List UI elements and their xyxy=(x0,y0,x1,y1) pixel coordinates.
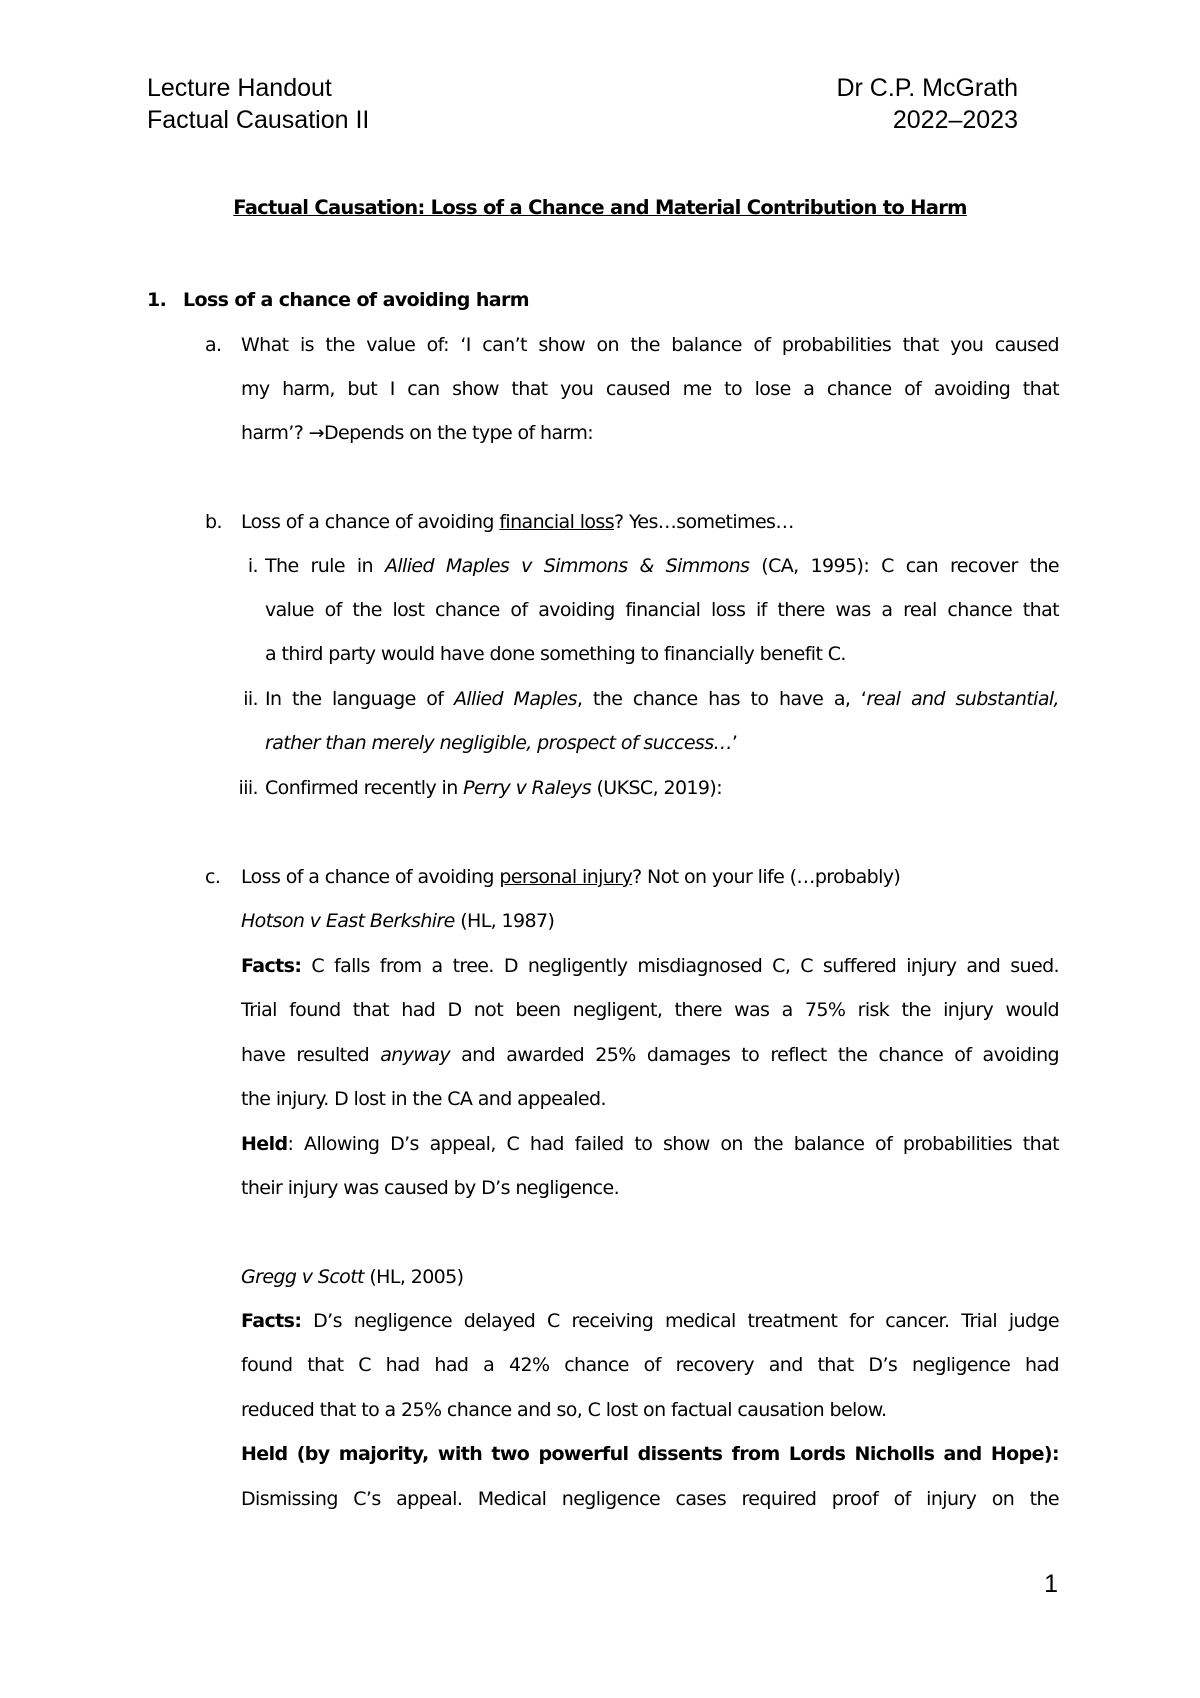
case-name: Perry v Raleys xyxy=(463,777,592,799)
document-title: Factual Causation: Loss of a Chance and Material Contribution to Harm xyxy=(233,196,967,219)
item-c-line1: Loss of a chance of avoiding personal injury? Not on your life (…probably) xyxy=(241,866,901,888)
emphasis-text: anyway xyxy=(380,1044,450,1066)
hotson-case-heading: Hotson v East Berkshire (HL, 1987) xyxy=(241,910,555,932)
subitem-i-line1: The rule in Allied Maples v Simmons & Simmons (CA, 1995): C can recover the xyxy=(265,555,1059,577)
item-a-line3: harm’? →Depends on the type of harm: xyxy=(241,422,594,444)
gregg-held-line2: Dismissing C’s appeal. Medical negligence cases required proof of injury on the xyxy=(241,1488,1059,1510)
item-marker-c: c. xyxy=(205,866,221,888)
case-name: Gregg v Scott xyxy=(241,1266,364,1288)
section-number: 1. xyxy=(147,289,167,311)
subitem-iii-line1: Confirmed recently in Perry v Raleys (UKSC, 2019): xyxy=(265,777,723,799)
quote-text: rather than merely negligible, prospect of success… xyxy=(265,732,732,754)
item-b-line1: Loss of a chance of avoiding financial loss? Yes…sometimes… xyxy=(241,511,794,533)
subitem-marker-i: i. xyxy=(247,555,258,577)
header-left xyxy=(147,72,369,136)
hotson-facts-line1: Facts: C falls from a tree. D negligently misdiagnosed C, C suffered injury and sued. xyxy=(241,955,1059,977)
financial-loss-term: financial loss xyxy=(499,511,615,533)
held-label: Held xyxy=(241,1133,288,1155)
hotson-held-line1: Held: Allowing D’s appeal, C had failed to show on the balance of probabilities that xyxy=(241,1133,1059,1155)
personal-injury-term: personal injury xyxy=(499,866,633,888)
case-name: Allied Maples v Simmons & Simmons xyxy=(384,555,750,577)
case-name: Hotson v East Berkshire xyxy=(241,910,455,932)
subitem-ii-line1: In the language of Allied Maples, the chance has to have a, ‘real and substantial, xyxy=(265,688,1059,710)
subitem-i-line2: value of the lost chance of avoiding financial loss if there was a real chance that xyxy=(265,599,1059,621)
gregg-facts-line3: reduced that to a 25% chance and so, C lost on factual causation below. xyxy=(241,1399,887,1421)
subitem-marker-ii: ii. xyxy=(243,688,258,710)
gregg-facts-line2: found that C had had a 42% chance of recovery and that D’s negligence had xyxy=(241,1354,1059,1376)
page-number: 1 xyxy=(1044,1570,1058,1598)
item-marker-b: b. xyxy=(205,511,222,533)
subitem-i-line3: a third party would have done something to financially benefit C. xyxy=(265,643,846,665)
hotson-facts-line2: Trial found that had D not been negligent, there was a 75% risk the injury would xyxy=(241,999,1059,1021)
quote-text: real and substantial, xyxy=(866,688,1059,710)
facts-label: Facts: xyxy=(241,1310,302,1332)
gregg-held-line1: Held (by majority, with two powerful dissents from Lords Nicholls and Hope): xyxy=(241,1443,1059,1465)
hotson-held-line2: their injury was caused by D’s negligence. xyxy=(241,1177,620,1199)
section-heading: Loss of a chance of avoiding harm xyxy=(183,289,529,311)
item-a-line2: my harm, but I can show that you caused me to lose a chance of avoiding that xyxy=(241,378,1059,400)
item-marker-a: a. xyxy=(205,334,222,356)
facts-label: Facts: xyxy=(241,955,302,977)
hotson-facts-line4: the injury. D lost in the CA and appealed. xyxy=(241,1088,606,1110)
item-a-line1: What is the value of: ‘I can’t show on the balance of probabilities that you caused xyxy=(241,334,1059,356)
topic-label: Factual Causation II xyxy=(147,106,370,134)
subitem-ii-line2: rather than merely negligible, prospect of success…’ xyxy=(265,732,738,754)
subitem-marker-iii: iii. xyxy=(238,777,258,799)
author-label: Dr C.P. McGrath xyxy=(836,74,1018,102)
handout-label: Lecture Handout xyxy=(147,74,332,102)
header-right xyxy=(836,72,1018,136)
case-name: Allied Maples xyxy=(453,688,577,710)
hotson-facts-line3: have resulted anyway and awarded 25% damages to reflect the chance of avoiding xyxy=(241,1044,1059,1066)
gregg-case-heading: Gregg v Scott (HL, 2005) xyxy=(241,1266,464,1288)
year-label: 2022–2023 xyxy=(892,106,1018,134)
gregg-facts-line1: Facts: D’s negligence delayed C receiving medical treatment for cancer. Trial judge xyxy=(241,1310,1059,1332)
